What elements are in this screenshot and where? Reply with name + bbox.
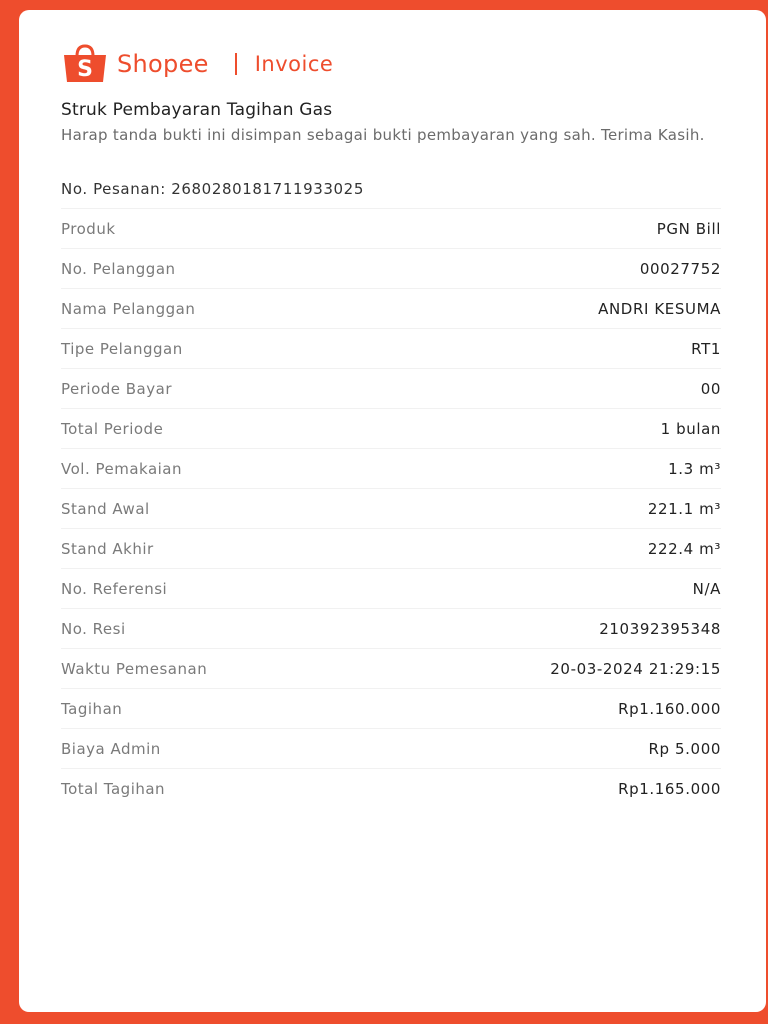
detail-value: 1 bulan xyxy=(660,420,721,438)
detail-label: Stand Akhir xyxy=(61,540,154,558)
detail-row-tipe-pelanggan xyxy=(61,328,721,368)
detail-value: RT1 xyxy=(691,340,721,358)
section-title: Invoice xyxy=(254,52,334,76)
detail-value: 00 xyxy=(700,380,721,398)
invoice-header xyxy=(61,44,333,84)
detail-label: Vol. Pemakaian xyxy=(61,460,183,478)
detail-row-total-periode xyxy=(61,408,721,448)
detail-row-no-resi xyxy=(61,608,721,648)
detail-value: 221.1 m³ xyxy=(647,500,721,518)
detail-row-waktu-pemesanan xyxy=(61,648,721,688)
detail-row-nama-pelanggan xyxy=(61,288,721,328)
detail-label: Waktu Pemesanan xyxy=(61,660,208,678)
detail-label: No. Pelanggan xyxy=(61,260,176,278)
detail-label: Total Periode xyxy=(61,420,164,438)
detail-value: N/A xyxy=(692,580,721,598)
detail-value: 222.4 m³ xyxy=(647,540,721,558)
detail-value: Rp 5.000 xyxy=(648,740,721,758)
detail-row-total-tagihan xyxy=(61,768,721,808)
detail-row-stand-akhir xyxy=(61,528,721,568)
invoice-card xyxy=(19,10,766,1012)
brand-name: Shopee xyxy=(117,50,209,78)
detail-row-periode-bayar xyxy=(61,368,721,408)
receipt-details xyxy=(61,208,721,808)
detail-label: Stand Awal xyxy=(61,500,150,518)
detail-label: Biaya Admin xyxy=(61,740,161,758)
detail-value: 00027752 xyxy=(639,260,721,278)
detail-label: No. Resi xyxy=(61,620,126,638)
detail-row-no-referensi xyxy=(61,568,721,608)
receipt-description: Harap tanda bukti ini disimpan sebagai bukti pembayaran yang sah. Terima Kasih. xyxy=(61,126,705,144)
detail-label: Periode Bayar xyxy=(61,380,172,398)
detail-row-biaya-admin xyxy=(61,728,721,768)
detail-label: Produk xyxy=(61,220,116,238)
detail-row-stand-awal xyxy=(61,488,721,528)
detail-value: Rp1.165.000 xyxy=(618,780,721,798)
detail-row-vol-pemakaian xyxy=(61,448,721,488)
detail-row-tagihan xyxy=(61,688,721,728)
logo-letter: S xyxy=(77,57,93,82)
detail-value: 210392395348 xyxy=(599,620,721,638)
detail-row-no-pelanggan xyxy=(61,248,721,288)
order-number: No. Pesanan: 2680280181711933025 xyxy=(61,180,364,198)
detail-row-produk xyxy=(61,208,721,248)
detail-label: Tipe Pelanggan xyxy=(61,340,183,358)
detail-label: No. Referensi xyxy=(61,580,168,598)
detail-value: ANDRI KESUMA xyxy=(598,300,721,318)
detail-label: Total Tagihan xyxy=(61,780,166,798)
detail-value: PGN Bill xyxy=(656,220,721,238)
detail-value: 20-03-2024 21:29:15 xyxy=(550,660,721,678)
receipt-title: Struk Pembayaran Tagihan Gas xyxy=(61,100,333,120)
detail-label: Nama Pelanggan xyxy=(61,300,196,318)
detail-value: 1.3 m³ xyxy=(668,460,721,478)
detail-value: Rp1.160.000 xyxy=(618,700,721,718)
shopee-bag-icon xyxy=(61,44,109,84)
detail-label: Tagihan xyxy=(61,700,123,718)
header-divider xyxy=(235,53,237,75)
